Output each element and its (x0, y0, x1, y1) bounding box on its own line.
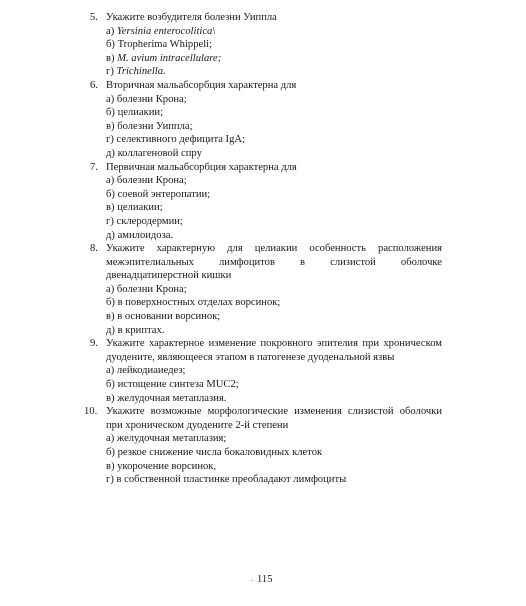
option-text: в собственной пластинке преобладают лимфоциты (116, 474, 347, 486)
option-letter: б) (106, 188, 115, 200)
question-text: Вторичная мальабсорбция характерна для (106, 79, 297, 91)
option-letter: б) (106, 107, 115, 119)
option-text: болезни Уиппла; (117, 120, 193, 132)
option-letter: а) (106, 365, 115, 377)
option-text: укорочение ворсинок, (117, 460, 217, 472)
question-number: 9. (90, 338, 98, 350)
option-text: амилоидоза. (117, 229, 174, 241)
question-item (0, 337, 526, 405)
option-letter: в) (106, 460, 115, 472)
question-number: 8. (90, 243, 98, 255)
answer-option (106, 65, 526, 79)
option-text: целиакии; (117, 202, 163, 214)
option-letter: б) (106, 447, 115, 458)
answer-option (106, 324, 526, 338)
question-item (0, 79, 526, 161)
option-text: селективного дефицита IgA; (116, 134, 245, 146)
option-letter: а) (106, 25, 115, 37)
question-number: 10. (84, 406, 98, 418)
option-text: целиакии; (117, 107, 164, 119)
answer-option (106, 215, 526, 229)
option-letter: д) (106, 324, 115, 336)
option-text: в поверхностных отделах ворсинок; (117, 297, 281, 309)
answer-option (106, 174, 526, 188)
footer-dot: . (251, 574, 253, 583)
question-item (0, 161, 526, 243)
option-letter: а) (106, 93, 115, 105)
option-text: соевой энтеропатии; (117, 188, 211, 200)
answer-option (106, 296, 526, 310)
answer-option (106, 283, 526, 297)
answer-option (106, 106, 526, 120)
question-text: Укажите возбудителя болезни Уиппла (106, 12, 277, 23)
option-letter: а) (106, 283, 115, 295)
option-letter: в) (106, 52, 115, 64)
option-letter: г) (106, 474, 114, 486)
option-text: желудочная метаплазия; (116, 433, 227, 445)
option-text: M. avium intracellulare; (117, 52, 222, 64)
option-text: Yersinia enterocolitica\ (116, 25, 216, 37)
option-letter: г) (106, 134, 114, 146)
option-text: желудочная метаплазия. (117, 392, 227, 404)
answer-option (106, 446, 526, 460)
option-letter: б) (106, 39, 115, 51)
option-letter: д) (106, 147, 115, 159)
question-number: 5. (90, 12, 98, 23)
answer-option (106, 120, 526, 134)
page-number: 115 (257, 574, 273, 585)
option-letter: г) (106, 66, 114, 78)
answer-option (106, 378, 526, 392)
question-text: Укажите характерную для целиакии особенность расположения межэпителиальных лимфоцитов в слизистой оболочке двенадцатиперстной кишки (106, 243, 442, 282)
option-text: в криптах. (117, 324, 165, 336)
question-item (0, 405, 526, 487)
answer-option (106, 147, 526, 161)
question-text: Первичная мальабсорбция характерна для (106, 161, 297, 173)
option-text: резкое снижение числа бокаловидных клеток (117, 447, 323, 458)
option-text: лейкодиаиедез; (116, 365, 186, 377)
option-letter: б) (106, 379, 115, 391)
option-text: Trichinella. (116, 66, 166, 78)
option-letter: д) (106, 229, 115, 241)
answer-option (106, 432, 526, 446)
option-text: болезни Крона; (116, 283, 187, 295)
question-list (0, 11, 526, 487)
question-item (0, 11, 526, 79)
answer-option (106, 310, 526, 324)
option-letter: в) (106, 392, 115, 404)
answer-option (106, 201, 526, 215)
answer-option (106, 229, 526, 243)
option-letter: б) (106, 297, 115, 309)
question-number: 6. (90, 79, 98, 91)
question-number: 7. (90, 161, 98, 173)
option-letter: а) (106, 433, 115, 445)
option-letter: в) (106, 120, 115, 132)
answer-option (106, 188, 526, 202)
question-text: Укажите возможные морфологические изменения слизистой оболочки при хроническом дуодените 2-й степени (106, 406, 442, 431)
option-text: в основании ворсинок; (117, 311, 221, 323)
option-text: Tropherima Whippeli; (117, 39, 213, 51)
question-item (0, 242, 526, 337)
option-letter: г) (106, 215, 114, 227)
question-text: Укажите характерное изменение покровного эпителия при хроническом дуодените, являющееся этапом в патогенезе дуоденальной язвы (106, 338, 442, 363)
answer-option (106, 460, 526, 474)
option-text: истощение синтеза MUC2; (117, 379, 239, 391)
option-text: коллагеновой спру (117, 147, 202, 159)
option-letter: в) (106, 311, 115, 323)
option-letter: в) (106, 202, 115, 214)
option-text: болезни Крона; (116, 175, 187, 187)
option-letter: а) (106, 175, 115, 187)
answer-option (106, 38, 526, 52)
answer-option (106, 473, 526, 487)
answer-option (106, 25, 526, 39)
option-text: болезни Крона; (116, 93, 187, 105)
answer-option (106, 364, 526, 378)
answer-option (106, 392, 526, 406)
answer-option (106, 133, 526, 147)
answer-option (106, 52, 526, 66)
answer-option (106, 93, 526, 107)
option-text: склеродермии; (116, 215, 183, 227)
